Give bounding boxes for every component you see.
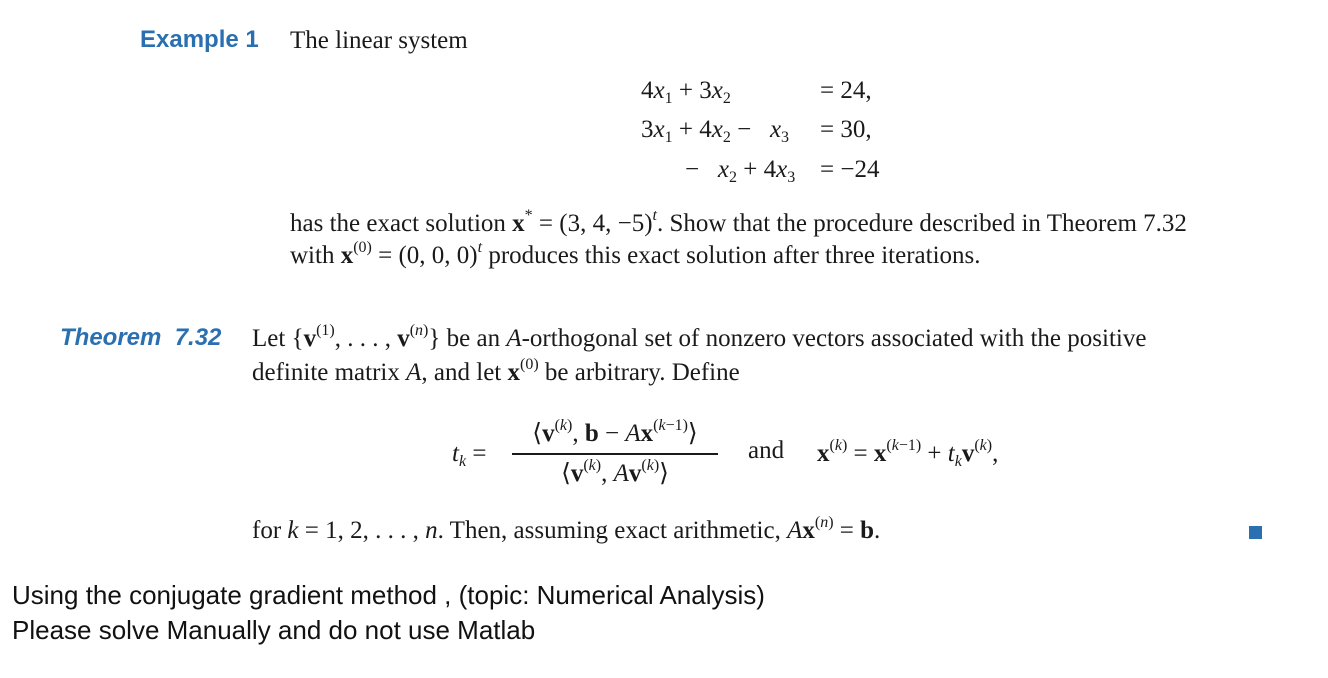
formula-tk-lhs: $t_k$ = <box>452 440 487 470</box>
qed-square-icon <box>1249 526 1262 539</box>
example-label: Example 1 <box>140 26 259 53</box>
system-row-1-lhs: $4x_1 + 3x_2$ <box>641 77 731 107</box>
example-intro: The linear system <box>290 27 468 54</box>
formula-x-update: $x^{(k)} = x^{(k-1)} + t_kv^{(k)}$, <box>817 437 999 470</box>
note-line-1: Using the conjugate gradient method , (topic: Numerical Analysis) <box>12 580 765 610</box>
formula-and: and <box>748 437 785 464</box>
theorem-label: Theorem 7.32 <box>60 324 222 351</box>
system-row-3-rhs: = −24 <box>820 156 880 183</box>
system-row-1-rhs: = 24, <box>820 77 872 104</box>
theorem-line-3: for k = 1, 2, . . . , n. Then, assuming exact arithmetic, $Ax^{(n)} = b$. <box>252 514 881 544</box>
formula-tk-denominator: $⟨v^{(k)}$, Av$^{(k)}$⟩ <box>561 457 669 487</box>
formula-tk-numerator: $⟨v^{(k)}$, $b - Ax^{(k-1)}⟩$ <box>532 417 698 447</box>
formula-tk-fraction <box>512 418 718 490</box>
system-row-2-rhs: = 30, <box>820 116 872 143</box>
system-row-3-lhs: − $x_2 + 4x_3$ <box>685 156 796 186</box>
example-text-line-2: with $x^{(0)} = (0$, 0, 0)$^t$ produces this exact solution after three iterations. <box>290 239 981 269</box>
theorem-line-1: Let {$v^{(1)}$, . . . , $v^{(n)}$} be an A-orthogonal set of nonzero vectors associated with the positive <box>252 322 1147 352</box>
note-line-2: Please solve Manually and do not use Matlab <box>12 615 536 645</box>
example-text-line-1: has the exact solution x* = (3, 4, −5)$^t$. Show that the procedure described in Theorem 7.32 <box>290 207 1187 237</box>
system-row-2-lhs: $3x_1 + 4x_2 - x_3$ <box>641 116 790 146</box>
theorem-line-2: definite matrix A, and let $x^{(0)}$ be arbitrary. Define <box>252 356 740 386</box>
